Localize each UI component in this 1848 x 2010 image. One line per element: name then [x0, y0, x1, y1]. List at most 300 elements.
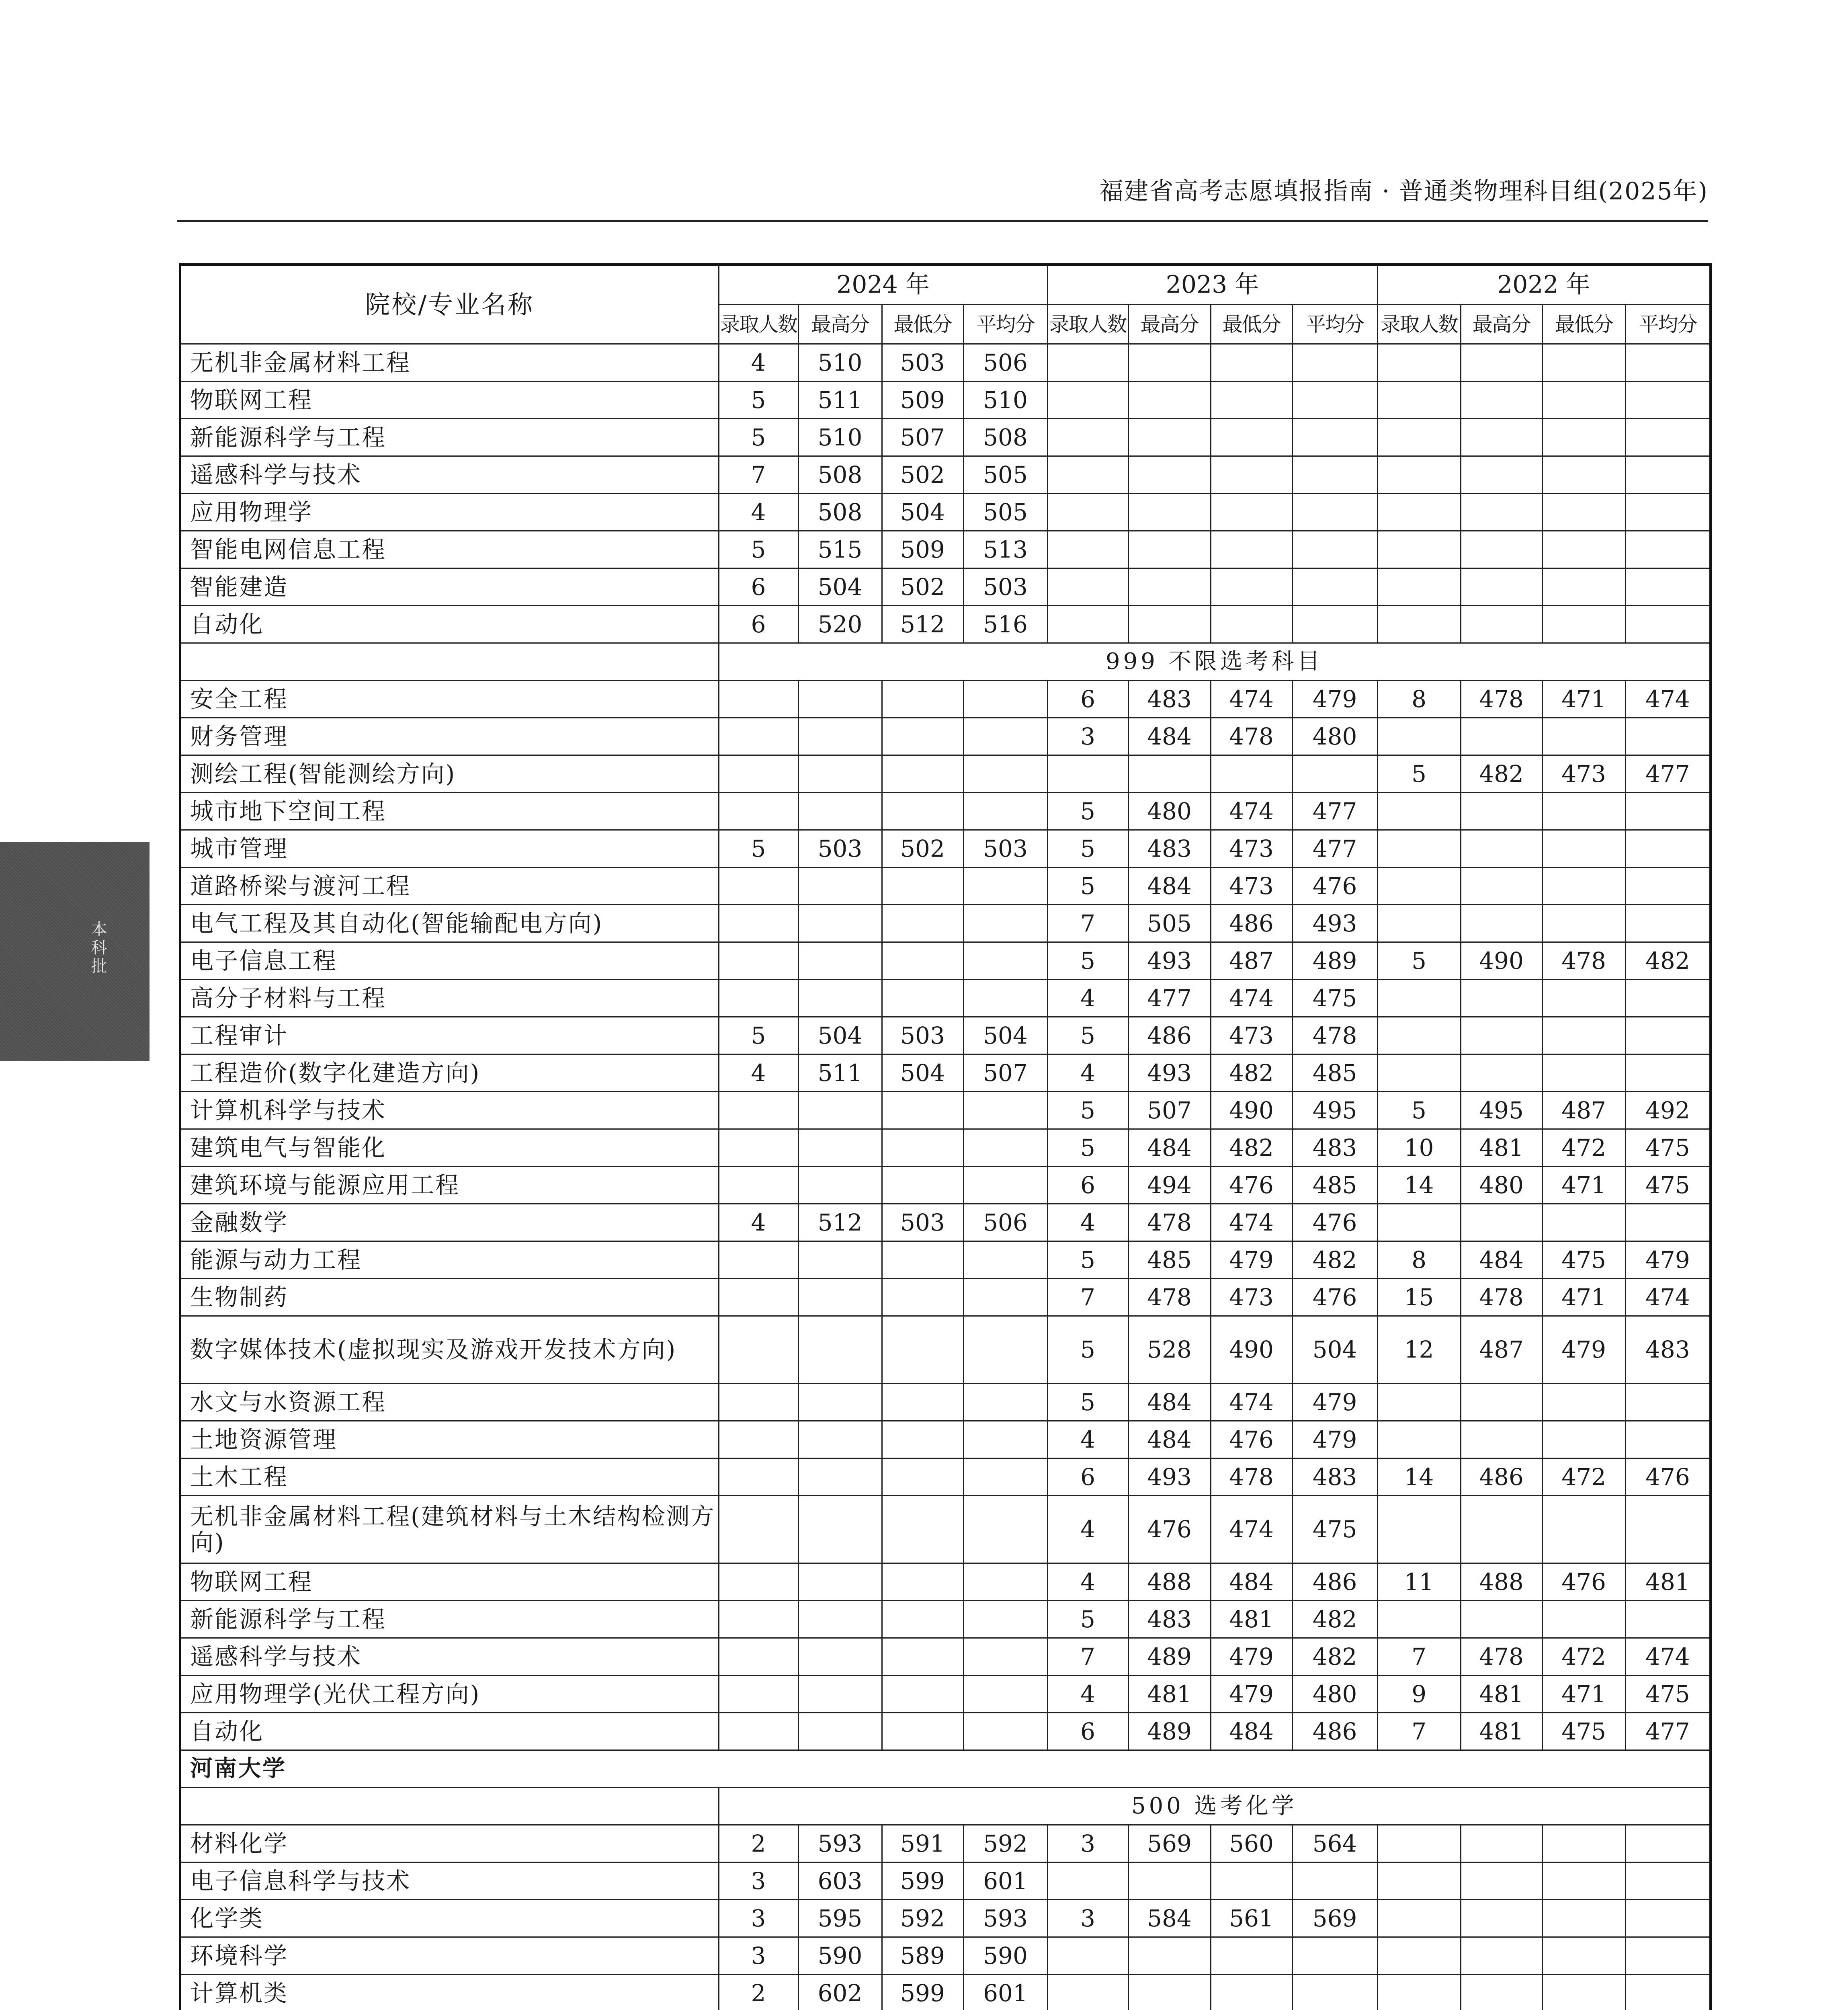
- score-cell: 483: [1128, 681, 1211, 718]
- score-cell: [963, 868, 1047, 905]
- score-cell: 512: [798, 1204, 882, 1241]
- score-cell: [719, 942, 798, 980]
- score-cell: [1542, 1204, 1625, 1241]
- score-cell: 484: [1128, 1129, 1211, 1167]
- score-cell: 505: [963, 494, 1047, 531]
- major-name: 水文与水资源工程: [180, 1384, 719, 1421]
- blank-cell: [180, 1788, 719, 1825]
- major-name: 高分子材料与工程: [180, 980, 719, 1017]
- score-cell: [882, 942, 963, 980]
- score-cell: 5: [1047, 1092, 1128, 1129]
- sub-header: 平均分: [1292, 305, 1377, 344]
- score-cell: 4: [1047, 1496, 1128, 1563]
- score-cell: 480: [1128, 793, 1211, 830]
- score-cell: [1542, 419, 1625, 456]
- table-row: [180, 1676, 1711, 1713]
- major-name: 新能源科学与工程: [180, 1601, 719, 1638]
- major-name: 生物制药: [180, 1279, 719, 1316]
- score-cell: 477: [1292, 793, 1377, 830]
- score-cell: [963, 1601, 1047, 1638]
- table-row: [180, 1862, 1711, 1900]
- score-cell: [1047, 419, 1128, 456]
- score-cell: [963, 942, 1047, 980]
- score-cell: [1542, 793, 1625, 830]
- major-name: 电子信息科学与技术: [180, 1862, 719, 1900]
- score-cell: 486: [1128, 1017, 1211, 1054]
- score-cell: 3: [1047, 718, 1128, 755]
- score-cell: [719, 1638, 798, 1676]
- score-cell: 478: [1128, 1204, 1211, 1241]
- score-cell: 3: [1047, 1825, 1128, 1862]
- score-cell: [1211, 381, 1292, 419]
- score-cell: 5: [1047, 1241, 1128, 1279]
- score-cell: [963, 1129, 1047, 1167]
- score-cell: [1461, 793, 1542, 830]
- major-name: 数字媒体技术(虚拟现实及游戏开发技术方向): [180, 1316, 719, 1384]
- score-cell: 488: [1128, 1563, 1211, 1601]
- page-header: 福建省高考志愿填报指南 · 普通类物理科目组(2025年): [1099, 177, 1708, 205]
- score-cell: [719, 1458, 798, 1496]
- score-cell: [798, 1241, 882, 1279]
- score-cell: 5: [719, 531, 798, 568]
- score-cell: 471: [1542, 681, 1625, 718]
- score-cell: 5: [1377, 755, 1461, 793]
- score-cell: 482: [1292, 1638, 1377, 1676]
- score-cell: [798, 1129, 882, 1167]
- score-cell: 7: [1047, 1638, 1128, 1676]
- score-cell: 479: [1292, 1384, 1377, 1421]
- score-cell: [719, 681, 798, 718]
- score-cell: [1542, 1496, 1625, 1563]
- score-cell: [1542, 456, 1625, 494]
- score-cell: 474: [1211, 793, 1292, 830]
- score-cell: 504: [882, 1054, 963, 1092]
- score-cell: [1542, 830, 1625, 868]
- score-cell: [882, 681, 963, 718]
- score-cell: 508: [798, 456, 882, 494]
- score-cell: 584: [1128, 1900, 1211, 1937]
- major-name: 无机非金属材料工程: [180, 344, 719, 381]
- score-cell: [1461, 830, 1542, 868]
- score-cell: [882, 1563, 963, 1601]
- table-row: [180, 793, 1711, 830]
- score-cell: 479: [1292, 1421, 1377, 1458]
- major-name: 城市地下空间工程: [180, 793, 719, 830]
- score-cell: 493: [1128, 942, 1211, 980]
- score-cell: 487: [1461, 1316, 1542, 1384]
- score-cell: [882, 868, 963, 905]
- score-cell: [719, 1279, 798, 1316]
- score-cell: 481: [1461, 1713, 1542, 1750]
- score-cell: [1128, 606, 1211, 643]
- score-cell: [798, 1563, 882, 1601]
- table-row: [180, 1316, 1711, 1384]
- score-cell: 4: [1047, 980, 1128, 1017]
- score-cell: [1625, 1825, 1711, 1862]
- score-cell: [882, 718, 963, 755]
- score-cell: [1542, 1054, 1625, 1092]
- score-cell: 3: [719, 1937, 798, 1975]
- score-cell: 511: [798, 381, 882, 419]
- score-cell: [963, 1167, 1047, 1204]
- score-cell: [1377, 1204, 1461, 1241]
- score-cell: 601: [963, 1975, 1047, 2010]
- score-cell: 475: [1292, 1496, 1377, 1563]
- table-row: [180, 1167, 1711, 1204]
- score-cell: 3: [1047, 1900, 1128, 1937]
- score-cell: [882, 1421, 963, 1458]
- admission-table: [179, 263, 1712, 2010]
- score-cell: [1461, 1204, 1542, 1241]
- score-cell: [1461, 718, 1542, 755]
- score-cell: [1461, 419, 1542, 456]
- score-cell: 599: [882, 1975, 963, 2010]
- score-cell: 503: [882, 344, 963, 381]
- score-cell: 589: [882, 1937, 963, 1975]
- score-cell: 510: [798, 344, 882, 381]
- subject-requirement: 500 选考化学: [719, 1788, 1711, 1825]
- score-cell: [963, 1676, 1047, 1713]
- score-cell: 5: [719, 419, 798, 456]
- score-cell: 474: [1211, 681, 1292, 718]
- sub-header: 平均分: [1625, 305, 1711, 344]
- major-name: 安全工程: [180, 681, 719, 718]
- score-cell: 479: [1211, 1241, 1292, 1279]
- score-cell: [882, 1167, 963, 1204]
- score-cell: 4: [719, 494, 798, 531]
- score-cell: 471: [1542, 1279, 1625, 1316]
- score-cell: 7: [1047, 1279, 1128, 1316]
- score-cell: [798, 942, 882, 980]
- score-cell: [1377, 980, 1461, 1017]
- score-cell: [1211, 606, 1292, 643]
- score-cell: [963, 1279, 1047, 1316]
- score-cell: [1377, 1601, 1461, 1638]
- score-cell: [882, 1638, 963, 1676]
- sub-header: 平均分: [963, 305, 1047, 344]
- score-cell: [1542, 718, 1625, 755]
- score-cell: 476: [1128, 1496, 1211, 1563]
- score-cell: 473: [1211, 1279, 1292, 1316]
- score-cell: 479: [1625, 1241, 1711, 1279]
- score-cell: [1377, 1054, 1461, 1092]
- score-cell: [719, 1496, 798, 1563]
- score-cell: [1377, 606, 1461, 643]
- score-cell: [1542, 1601, 1625, 1638]
- score-cell: 599: [882, 1862, 963, 1900]
- score-cell: 474: [1211, 1496, 1292, 1563]
- major-name: 电子信息工程: [180, 942, 719, 980]
- major-name: 工程造价(数字化建造方向): [180, 1054, 719, 1092]
- score-cell: [798, 681, 882, 718]
- score-cell: [1211, 344, 1292, 381]
- score-cell: 569: [1292, 1900, 1377, 1937]
- score-cell: 6: [1047, 1713, 1128, 1750]
- score-cell: [1377, 1825, 1461, 1862]
- score-cell: 485: [1128, 1241, 1211, 1279]
- score-cell: [1292, 456, 1377, 494]
- score-cell: [1047, 1937, 1128, 1975]
- score-cell: [1128, 344, 1211, 381]
- score-cell: [719, 1167, 798, 1204]
- table-row: [180, 1496, 1711, 1563]
- score-cell: [1625, 568, 1711, 606]
- score-cell: [1292, 419, 1377, 456]
- score-cell: [1377, 868, 1461, 905]
- subject-requirement: 999 不限选考科目: [719, 643, 1711, 681]
- score-cell: 506: [963, 1204, 1047, 1241]
- score-cell: 482: [1625, 942, 1711, 980]
- score-cell: [882, 793, 963, 830]
- score-cell: [1128, 419, 1211, 456]
- score-cell: 511: [798, 1054, 882, 1092]
- score-cell: [882, 1458, 963, 1496]
- score-cell: [1377, 419, 1461, 456]
- score-cell: 494: [1128, 1167, 1211, 1204]
- blank-cell: [180, 643, 719, 681]
- score-cell: [798, 1638, 882, 1676]
- score-cell: 6: [1047, 1167, 1128, 1204]
- score-cell: [1377, 1421, 1461, 1458]
- score-cell: 480: [1292, 718, 1377, 755]
- score-cell: [1625, 1601, 1711, 1638]
- score-cell: [882, 1496, 963, 1563]
- score-cell: [1377, 830, 1461, 868]
- score-cell: [1625, 456, 1711, 494]
- score-cell: [1461, 344, 1542, 381]
- score-cell: 10: [1377, 1129, 1461, 1167]
- major-name: 智能电网信息工程: [180, 531, 719, 568]
- score-cell: 15: [1377, 1279, 1461, 1316]
- score-cell: [1047, 606, 1128, 643]
- score-cell: 484: [1128, 1421, 1211, 1458]
- table-row: [180, 531, 1711, 568]
- score-cell: [1625, 1421, 1711, 1458]
- score-cell: [1625, 1496, 1711, 1563]
- score-cell: [1047, 381, 1128, 419]
- score-cell: [1625, 1204, 1711, 1241]
- score-cell: 478: [1461, 1279, 1542, 1316]
- score-cell: [882, 755, 963, 793]
- score-cell: 485: [1292, 1054, 1377, 1092]
- major-name: 土木工程: [180, 1458, 719, 1496]
- score-cell: 5: [719, 830, 798, 868]
- score-cell: 493: [1292, 905, 1377, 942]
- score-cell: [882, 1279, 963, 1316]
- score-cell: 8: [1377, 681, 1461, 718]
- score-cell: [1542, 1862, 1625, 1900]
- score-cell: [1461, 568, 1542, 606]
- table-row: [180, 868, 1711, 905]
- score-cell: [1292, 755, 1377, 793]
- score-cell: [1211, 531, 1292, 568]
- major-name: 无机非金属材料工程(建筑材料与土木结构检测方向): [180, 1496, 719, 1563]
- score-cell: 5: [1047, 1316, 1128, 1384]
- score-cell: 4: [719, 1054, 798, 1092]
- score-cell: [1377, 381, 1461, 419]
- sub-header: 最高分: [798, 305, 882, 344]
- score-cell: 503: [882, 1017, 963, 1054]
- score-cell: 495: [1461, 1092, 1542, 1129]
- admission-table-wrapper: [179, 263, 1709, 2010]
- table-row: [180, 606, 1711, 643]
- score-cell: [719, 1676, 798, 1713]
- score-cell: 5: [719, 1017, 798, 1054]
- score-cell: 590: [798, 1937, 882, 1975]
- score-cell: 472: [1542, 1638, 1625, 1676]
- score-cell: [963, 1638, 1047, 1676]
- score-cell: [1461, 456, 1542, 494]
- score-cell: 476: [1625, 1458, 1711, 1496]
- table-row: [180, 718, 1711, 755]
- score-cell: [882, 1129, 963, 1167]
- score-cell: 8: [1377, 1241, 1461, 1279]
- score-cell: 482: [1211, 1054, 1292, 1092]
- score-cell: [1542, 606, 1625, 643]
- major-name: 计算机类: [180, 1975, 719, 2010]
- score-cell: [1461, 1384, 1542, 1421]
- score-cell: [798, 1167, 882, 1204]
- score-cell: [963, 1496, 1047, 1563]
- table-row: [180, 344, 1711, 381]
- major-name: 应用物理学: [180, 494, 719, 531]
- major-name: 自动化: [180, 1713, 719, 1750]
- table-row: [180, 905, 1711, 942]
- score-cell: [963, 718, 1047, 755]
- score-cell: [1542, 1421, 1625, 1458]
- score-cell: [719, 1092, 798, 1129]
- score-cell: 479: [1211, 1676, 1292, 1713]
- score-cell: [1542, 1900, 1625, 1937]
- score-cell: 482: [1292, 1601, 1377, 1638]
- score-cell: [1377, 344, 1461, 381]
- year-header-2022: 2022 年: [1377, 265, 1711, 305]
- score-cell: 564: [1292, 1825, 1377, 1862]
- score-cell: 601: [963, 1862, 1047, 1900]
- score-cell: [963, 980, 1047, 1017]
- sub-header: 最低分: [1211, 305, 1292, 344]
- table-row: [180, 381, 1711, 419]
- score-cell: 478: [1542, 942, 1625, 980]
- score-cell: [882, 1241, 963, 1279]
- score-cell: [1377, 1862, 1461, 1900]
- score-cell: [1625, 1900, 1711, 1937]
- table-row: [180, 942, 1711, 980]
- score-cell: [719, 905, 798, 942]
- score-cell: 509: [882, 531, 963, 568]
- score-cell: 487: [1211, 942, 1292, 980]
- score-cell: [1542, 1017, 1625, 1054]
- score-cell: 475: [1542, 1241, 1625, 1279]
- score-cell: 7: [1047, 905, 1128, 942]
- score-cell: [1461, 868, 1542, 905]
- score-cell: [1047, 755, 1128, 793]
- score-cell: 471: [1542, 1676, 1625, 1713]
- score-cell: 481: [1128, 1676, 1211, 1713]
- score-cell: 515: [798, 531, 882, 568]
- score-cell: 484: [1128, 868, 1211, 905]
- score-cell: 5: [1047, 942, 1128, 980]
- score-cell: [1461, 1601, 1542, 1638]
- score-cell: [798, 718, 882, 755]
- score-cell: 484: [1211, 1563, 1292, 1601]
- score-cell: 474: [1625, 681, 1711, 718]
- table-row: [180, 1601, 1711, 1638]
- score-cell: [1461, 1825, 1542, 1862]
- score-cell: [1128, 568, 1211, 606]
- score-cell: 592: [882, 1900, 963, 1937]
- score-cell: [1377, 1496, 1461, 1563]
- score-cell: 4: [1047, 1563, 1128, 1601]
- score-cell: 516: [963, 606, 1047, 643]
- score-cell: [1128, 1937, 1211, 1975]
- table-row: [180, 1458, 1711, 1496]
- score-cell: 3: [719, 1862, 798, 1900]
- school-name: 河南大学: [180, 1750, 1711, 1788]
- sub-header: 最低分: [882, 305, 963, 344]
- score-cell: 476: [1211, 1421, 1292, 1458]
- score-cell: [1461, 1937, 1542, 1975]
- score-cell: 474: [1211, 1204, 1292, 1241]
- score-cell: [1625, 1975, 1711, 2010]
- header-rule: [177, 220, 1708, 222]
- score-cell: [1377, 494, 1461, 531]
- score-cell: [1625, 419, 1711, 456]
- score-cell: [1377, 793, 1461, 830]
- score-cell: 510: [963, 381, 1047, 419]
- score-cell: [1047, 494, 1128, 531]
- major-name: 建筑电气与智能化: [180, 1129, 719, 1167]
- score-cell: [1292, 568, 1377, 606]
- score-cell: [1128, 1975, 1211, 2010]
- score-cell: [1047, 531, 1128, 568]
- table-row: [180, 494, 1711, 531]
- score-cell: [798, 1601, 882, 1638]
- score-cell: [1625, 1054, 1711, 1092]
- score-cell: [1625, 905, 1711, 942]
- score-cell: 4: [719, 344, 798, 381]
- score-cell: 9: [1377, 1676, 1461, 1713]
- score-cell: 486: [1461, 1458, 1542, 1496]
- score-cell: [1047, 568, 1128, 606]
- score-cell: 474: [1211, 1384, 1292, 1421]
- score-cell: [1292, 381, 1377, 419]
- score-cell: 4: [719, 1204, 798, 1241]
- score-cell: [1542, 1975, 1625, 2010]
- score-cell: 5: [1047, 830, 1128, 868]
- major-name: 化学类: [180, 1900, 719, 1937]
- score-cell: [1625, 1937, 1711, 1975]
- score-cell: 5: [1047, 1384, 1128, 1421]
- score-cell: [1461, 905, 1542, 942]
- subject-requirement-row: [180, 643, 1711, 681]
- score-cell: 476: [1292, 1204, 1377, 1241]
- score-cell: 593: [963, 1900, 1047, 1937]
- side-tab: [0, 842, 150, 1061]
- score-cell: 7: [719, 456, 798, 494]
- score-cell: 4: [1047, 1204, 1128, 1241]
- score-cell: 502: [882, 568, 963, 606]
- score-cell: 504: [798, 1017, 882, 1054]
- score-cell: [963, 793, 1047, 830]
- score-cell: [1292, 1862, 1377, 1900]
- score-cell: 6: [719, 568, 798, 606]
- score-cell: 593: [798, 1825, 882, 1862]
- score-cell: [1625, 494, 1711, 531]
- score-cell: [1542, 531, 1625, 568]
- score-cell: 484: [1461, 1241, 1542, 1279]
- score-cell: 472: [1542, 1129, 1625, 1167]
